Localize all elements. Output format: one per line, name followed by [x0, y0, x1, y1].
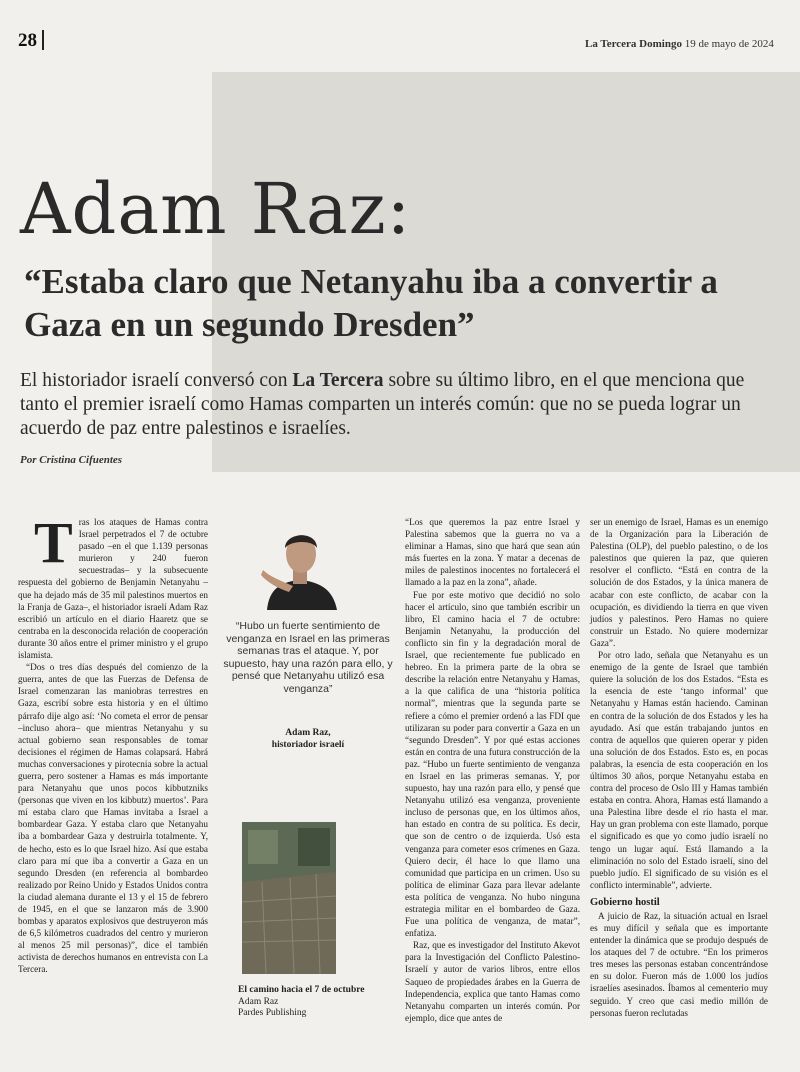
article-title: Adam Raz: — [20, 168, 412, 250]
article-column-4 — [590, 516, 768, 1019]
paragraph: Raz, que es investigador del Instituto Akevot para la Investigación del Conflicto Palestino-Israelí y autor de varios libros, entre ellos Saqueo de propiedades árabes en la Guerra de Independencia, explica que tanto Hamas como Netanyahu comparten un interés común. Por ejemplo, dice que antes de — [405, 940, 580, 1023]
quote-author: Adam Raz, — [285, 728, 331, 738]
book-title: El camino hacia el 7 de octubre — [238, 985, 365, 995]
publication-name: La Tercera Domingo — [585, 38, 682, 50]
paragraph: ser un enemigo de Israel, Hamas es un enemigo de la Organización para la Liberación de Palestina (OLP), del pueblo palestino, o de los palestinos que quieren la paz, que quieren resolver el conflicto. “Está en contra de la solución de dos Estados, y la única manera de acabar con este conflicto, de acabar con la ocupación, es dividiendo la tierra en que viven judíos y palestinos. Pero Hamas no quiere construir un Estado. No quiere modernizar Gaza”. — [590, 517, 768, 648]
drop-cap: T — [34, 510, 73, 575]
paragraph: ras los ataques de Hamas contra Israel perpetrados el 7 de octubre pasado –en el que 1.139 personas murieron y 240 fueron secuestradas– y la subsecuente respuesta del gobierno de Benjamin Netanyahu –que ha dejado más de 35 mil palestinos muertos en la Franja de Gaza–, el historiador israelí Adam Raz escribió un artículo en el diario Haaretz que se centraba en la desconocida relación de cooperación durante 30 años entre el primer ministro y el grupo islamista. — [18, 517, 208, 661]
lead-paper: La Tercera — [292, 370, 384, 391]
lead-before: El historiador israelí conversó con — [20, 370, 293, 391]
paragraph: Por otro lado, señala que Netanyahu es un enemigo de la gente de Israel que también quiere la solución de los dos Estados. “Esta es la esencia de este ‘tango informal’ que Netanyahu y Hamas están haciendo. Caminan en contra de la solución de dos Estados y les ha ayudado. Así que están trabajando juntos en contra de aquellos que quieren operar y piden una solución de dos Estados. Esto es, en pocas palabras, la esencia de esta cooperación en los últimos 30 años, porque Netanyahu estaba en contra del proceso de Oslo III y Hamas también estaba en contra. Ahora, Hamas está llamando a una Palestina libre desde el río hasta el mar. Hay un gran problema con este llamado, porque el significado es que yo como judío israelí no tengo un lugar aquí. Está llamando a la eliminación no solo del Estado israelí, sino del pueblo judío. El significado de su visión es el conflicto interminable”, advierte. — [590, 650, 768, 890]
lead-after: sobre su último libro, en el que menciona que tanto el premier israelí como Hamas comparten un interés común: que no se pueda lograr un acuerdo de paz entre palestinos e israelíes. — [20, 370, 745, 439]
book-publisher: Pardes Publishing — [238, 1008, 307, 1018]
author-portrait — [255, 520, 345, 610]
paragraph: “Dos o tres días después del comienzo de la guerra, antes de que las Fuerzas de Defensa de Israel comenzaran las maniobras terrestres en Gaza, escribí sobre esta historia y en el último párrafo dije algo así: ‘No cometa el error de pensar –incluso ahora– que mientras Netanyahu y su actual gobierno sean responsables de tomar decisiones el régimen de Hamas colapsará. Habrá muchas conversaciones y pirotecnia sobre la actual guerra, pero sostener a Hamas es más importante para Netanyahu que unos pocos kibbutzniks (personas que viven en los kibbutz) muertos’. Para mí estaba claro que Hamas invitaba a Israel a bombardear Gaza. Y estaba claro que Netanyahu iba a bombardear Gaza y destruirla totalmente. Y, de hecho, esto es lo que Israel hizo. Así que estaba claro para mí que iba a convertir a Gaza en un segundo Dresden (en referencia al bombardeo realizado por Reino Unido y Estados Unidos contra la ciudad alemana durante el 13 y el 15 de febrero de 1945, en el que se lanzaron más de 3.900 bombas y aparatos explosivos que destruyeron más de 6,5 kilómetros cuadrados del centro y murieron al menos 25 mil personas)”, dice el también activista de derechos humanos en entrevista con La Tercera. — [18, 662, 208, 975]
issue-date: 19 de mayo de 2024 — [684, 38, 774, 50]
book-cover — [242, 822, 336, 974]
subheading: Gobierno hostil — [590, 896, 660, 908]
book-caption — [238, 985, 378, 1020]
article-column-3 — [405, 516, 580, 1024]
paragraph: A juicio de Raz, la situación actual en Israel es muy difícil y señala que es importante entender la dinámica que se produjo después de los ataques del 7 de octubre. “En los primeros tres meses las personas estaban concentrándose en su dolor. Fueron más de 1.000 los judíos israelíes asesinados. Íbamos al cementerio muy seguido. Y creo que casi medio millón de personas fueron reclutadas — [590, 910, 768, 1018]
quote-role: historiador israelí — [271, 740, 345, 750]
article-column-1 — [18, 510, 208, 976]
article-lead — [20, 369, 780, 441]
page-number: 28 — [18, 30, 37, 51]
pull-quote-attribution — [222, 727, 394, 751]
book-author: Adam Raz — [238, 996, 279, 1007]
masthead — [585, 38, 774, 50]
article-headline: “Estaba claro que Netanyahu iba a convertir a Gaza en un segundo Dresden” — [24, 262, 718, 344]
header-divider — [42, 30, 44, 50]
byline: Por Cristina Cifuentes — [20, 454, 123, 466]
paragraph: “Los que queremos la paz entre Israel y Palestina sabemos que la guerra no va a eliminar a Hamas, sino que hará que sean aún más fuertes en la zona. Y matar a decenas de miles de palestinos inocentes no fortalecerá el llamado a la paz en la zona”, añade. — [405, 517, 580, 588]
pull-quote: “Hubo un fuerte sentimiento de venganza en Israel en las primeras semanas tras el ataque. Y, por supuesto, hay una razón para ello, y pensé que Netanyahu utilizó esa venganza” — [223, 620, 393, 695]
paragraph: Fue por este motivo que decidió no solo hacer el artículo, sino que también escribir un libro, El camino hacia el 7 de octubre: Benjamin Netanyahu, la producción del conflicto sin fin y la degradación moral de Israel, que recientemente fue publicado en hebreo. En la primera parte de la obra se describe la relación entre Netanyahu y Hamas, a la que califica de una “historia política normal”, mientras que la segunda parte se refiere a cómo el premier ordenó a las FDI que utilizaran su poder para convertir a Gaza en un “segundo Dresden”. Y por qué estas acciones están en contra de una futura construcción de la paz. “Hubo un fuerte sentimiento de venganza en Israel en las primeras semanas. Y, por supuesto, hay una razón para ello, y pensé que Netanyahu utilizó esa venganza, proveniente incluso de personas que, en los últimos años, han estado en contra de su política. Es decir, que son de centro o de izquierda. Usó esta venganza para cometer esos crímenes en Gaza. Quiero decir, él hace lo que llamo una comunidad que participa en un crimen. Uso su política de eliminar Gaza para llevar adelante esta política de venganza. No hubo ninguna estrategia militar en el bombardeo de Gaza. Fue una política de venganza, de matar”, enfatiza. — [405, 589, 580, 939]
